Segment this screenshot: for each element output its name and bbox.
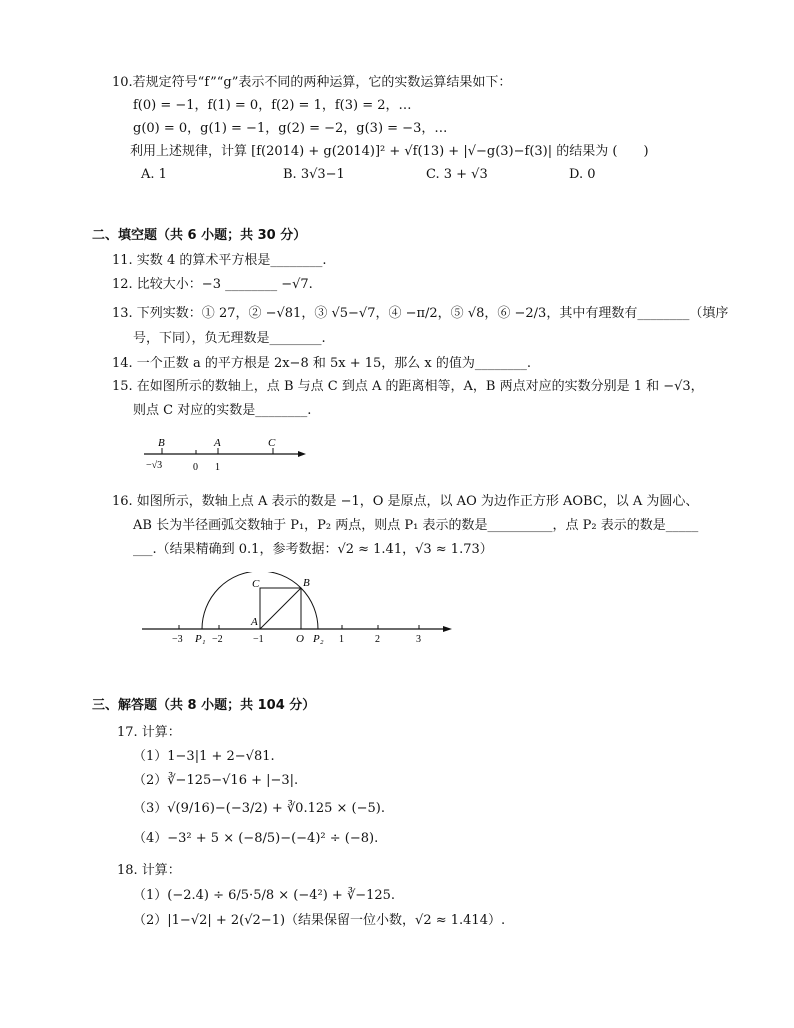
- q17-part-3: （3）√(9/16)−(−3/2) + ∛0.125 × (−5).: [133, 801, 385, 816]
- q18-title: 18. 计算：: [117, 863, 181, 878]
- q16-line3: ___.（结果精确到 0.1，参考数据：√2 ≈ 1.41，√3 ≈ 1.73）: [133, 542, 493, 557]
- fig1-tick-0: 0: [193, 462, 198, 473]
- fig2-tick-1: 1: [339, 634, 344, 645]
- fig2-point-a: A: [251, 616, 258, 628]
- section-3-heading: 三、解答题（共 8 小题；共 104 分）: [92, 698, 316, 713]
- fig1-point-a: A: [214, 437, 221, 449]
- q17-part-2: （2）∛−125−√16 + |−3|.: [133, 773, 299, 788]
- fig1-tick-1: 1: [215, 462, 220, 473]
- fig2-tick-neg3: −3: [172, 634, 183, 645]
- q17-title: 17. 计算：: [117, 725, 181, 740]
- q10-line3: g(0) = 0，g(1) = −1，g(2) = −2，g(3) = −3，…: [133, 121, 448, 136]
- fig2-tick-neg2: −2: [212, 634, 223, 645]
- fig2-point-p2: P₂: [313, 633, 324, 645]
- q11: 11. 实数 4 的算术平方根是________.: [112, 253, 327, 268]
- q13-line2: 号，下同），负无理数是________.: [133, 331, 326, 346]
- fig2-point-b: B: [303, 577, 310, 589]
- number-line-figure-1: [140, 434, 310, 474]
- q17-part-4: （4）−3² + 5 × (−8/5)−(−4)² ÷ (−8).: [133, 831, 379, 846]
- q16-line1: 16. 如图所示，数轴上点 A 表示的数是 −1，O 是原点，以 AO 为边作正方形 AOBC，以 A 为圆心、: [112, 494, 699, 509]
- fig2-point-c: C: [252, 578, 260, 590]
- q10-option-c: C. 3 + √3: [426, 167, 488, 182]
- q10-line2: f(0) = −1，f(1) = 0，f(2) = 1，f(3) = 2，…: [133, 98, 412, 113]
- q10-option-d: D. 0: [569, 167, 596, 182]
- q13-line1: 13. 下列实数：① 27，② −√81，③ √5−√7，④ −π/2，⑤ √8，⑥ −2/3，其中有理数有________（填序: [112, 306, 729, 321]
- q17-part-1: （1）1−3|1 + 2−√81.: [133, 749, 275, 764]
- fig1-tick-neg-sqrt3: −√3: [146, 460, 163, 471]
- fig2-point-o: O: [296, 633, 304, 645]
- q12: 12. 比较大小：−3 ________ −√7.: [112, 277, 313, 292]
- fig1-point-c: C: [268, 437, 276, 449]
- q14: 14. 一个正数 a 的平方根是 2x−8 和 5x + 15，那么 x 的值为________.: [112, 356, 532, 371]
- q10-option-b: B. 3√3−1: [283, 167, 345, 182]
- fig2-tick-2: 2: [375, 634, 380, 645]
- q10-line4: 利用上述规律，计算 [f(2014) + g(2014)]² + √f(13) + |√−g(3)−f(3)| 的结果为 ( ): [130, 144, 649, 159]
- section-2-heading: 二、填空题（共 6 小题；共 30 分）: [92, 228, 307, 243]
- q18-part-1: （1）(−2.4) ÷ 6/5·5/8 × (−4²) + ∛−125.: [133, 888, 396, 903]
- q10-option-a: A. 1: [141, 167, 167, 182]
- q15-line2: 则点 C 对应的实数是________.: [133, 403, 312, 418]
- q16-line2: AB 长为半径画弧交数轴于 P₁，P₂ 两点，则点 P₁ 表示的数是__________，点 P₂ 表示的数是_____: [133, 518, 699, 533]
- q15-line1: 15. 在如图所示的数轴上，点 B 与点 C 到点 A 的距离相等，A，B 两点对应的实数分别是 1 和 −√3，: [112, 379, 704, 394]
- fig1-point-b: B: [158, 437, 165, 449]
- q10-line1: 10.若规定符号“f”“g”表示不同的两种运算，它的实数运算结果如下：: [112, 75, 512, 90]
- fig2-point-p1: P₁: [195, 633, 206, 645]
- fig2-tick-neg1: −1: [253, 634, 264, 645]
- number-line-figure-2: [138, 572, 458, 648]
- fig2-tick-3: 3: [416, 634, 421, 645]
- q18-part-2: （2）|1−√2| + 2(√2−1)（结果保留一位小数，√2 ≈ 1.414）.: [133, 913, 506, 928]
